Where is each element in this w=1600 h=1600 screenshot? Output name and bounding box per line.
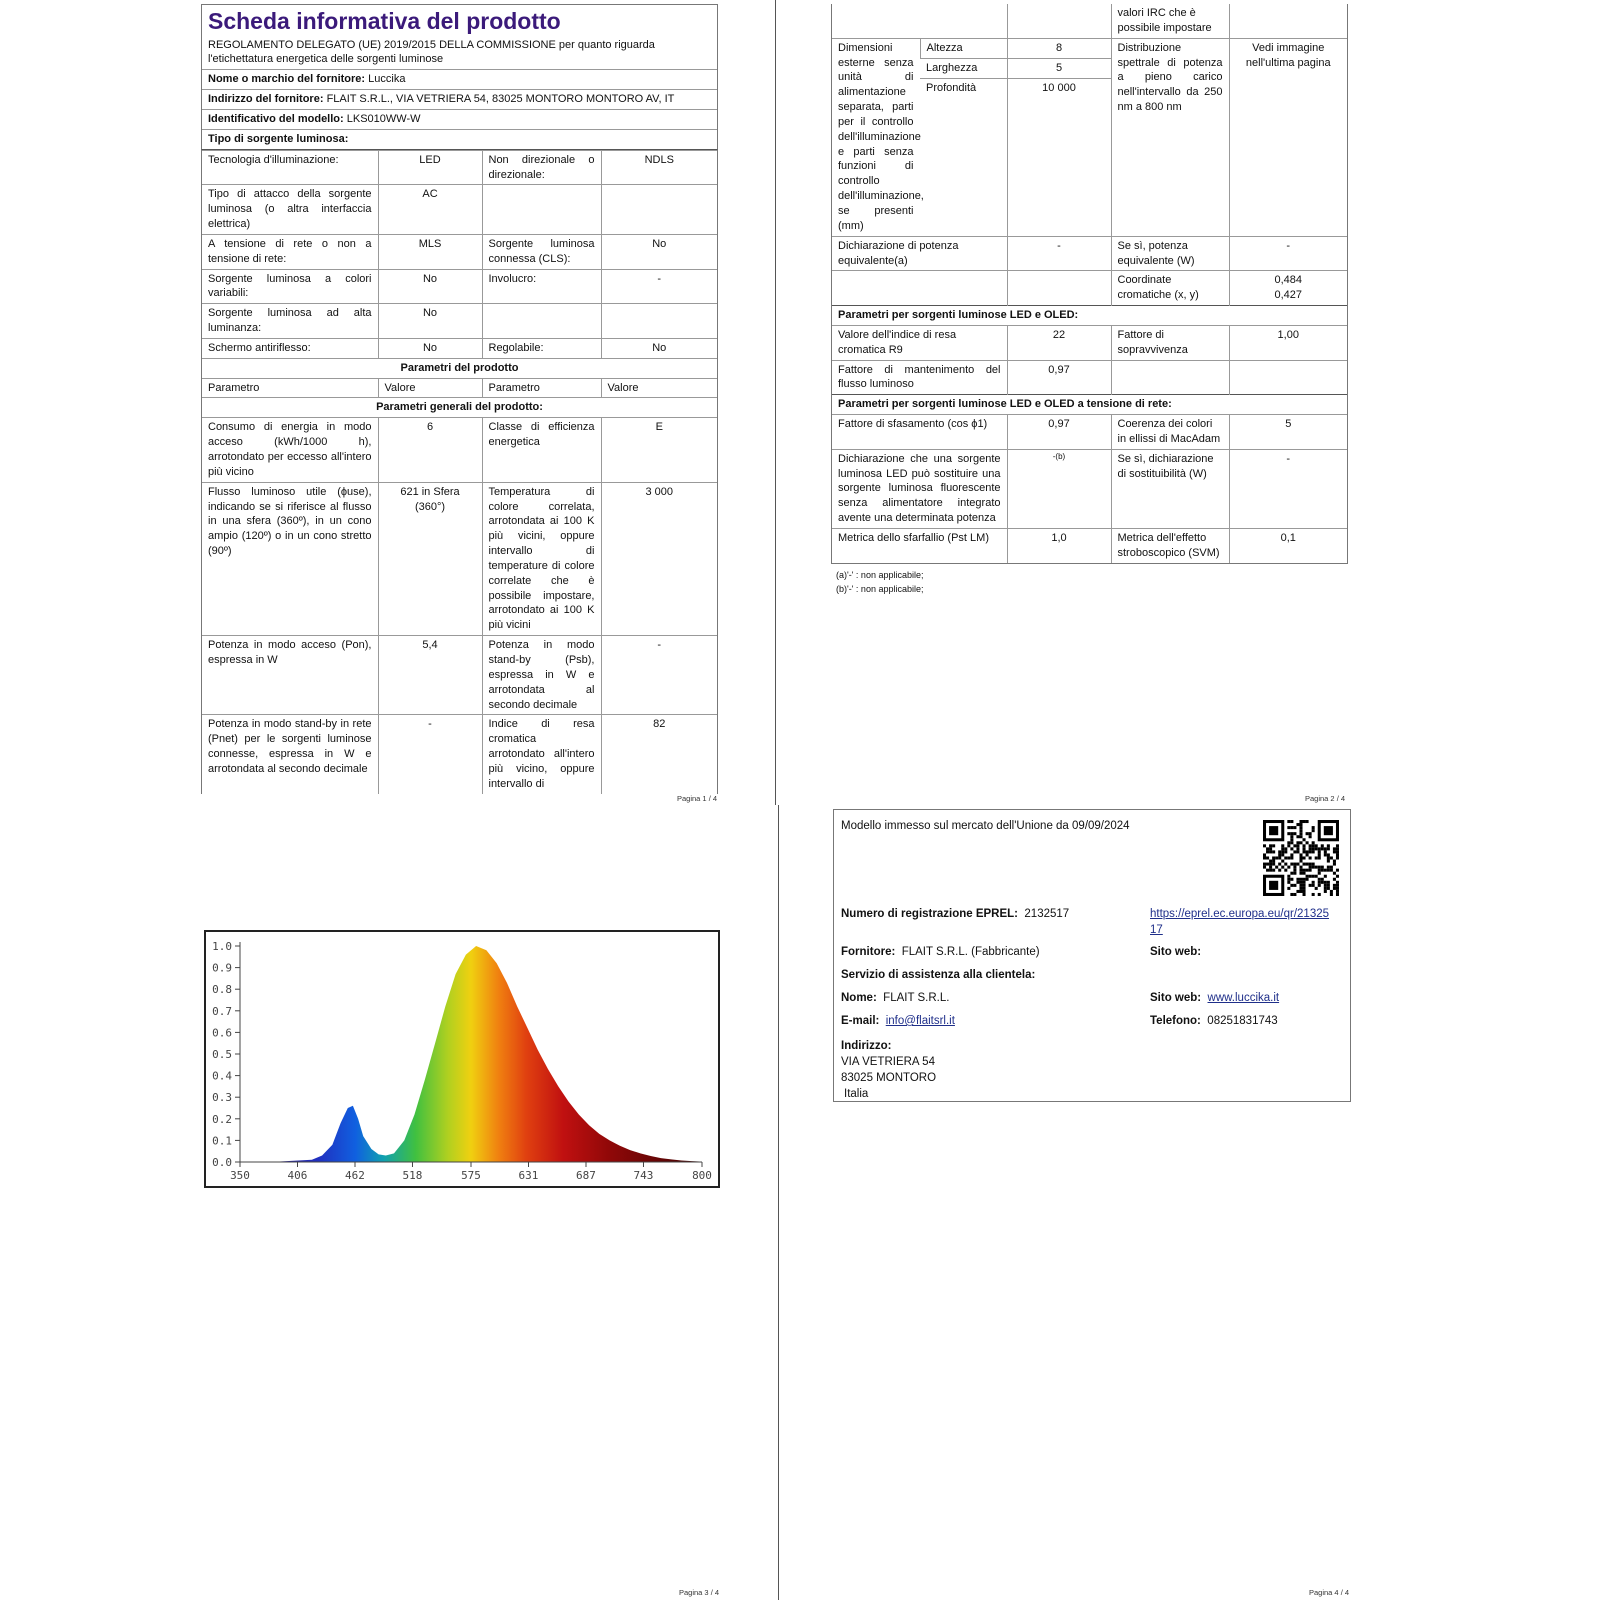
param-label: Sorgente luminosa ad alta luminanza: bbox=[202, 304, 378, 339]
site-label: Sito web: bbox=[1150, 946, 1202, 958]
y-tick-label: 0.1 bbox=[212, 1134, 232, 1148]
chroma-values: 0,484 0,427 bbox=[1229, 271, 1347, 306]
equiv-w-label: Se sì, potenza equivalente (W) bbox=[1111, 236, 1229, 271]
mains-params-heading: Parametri per sorgenti luminose LED e OLED a tensione di rete: bbox=[832, 395, 1347, 415]
strobo-label: Metrica dell'effetto stroboscopico (SVM) bbox=[1111, 529, 1229, 563]
param-label: Tecnologia d'illuminazione: bbox=[202, 150, 378, 185]
market-date: Modello immesso sul mercato dell'Unione da 09/09/2024 bbox=[841, 820, 1130, 832]
equiv-value: - bbox=[1007, 236, 1111, 271]
table-row bbox=[202, 304, 717, 339]
param-value: No bbox=[378, 338, 482, 358]
param-label: A tensione di rete o non a tensione di rete: bbox=[202, 234, 378, 269]
flicker-label: Metrica dello sfarfallio (Pst LM) bbox=[832, 529, 1007, 563]
table-row bbox=[202, 418, 717, 482]
param-label: Potenza in modo stand-by (Psb), espressa in W e arrotondata al secondo decimale bbox=[482, 636, 601, 715]
y-tick-label: 0.5 bbox=[212, 1048, 232, 1061]
page-1 bbox=[201, 4, 718, 803]
supplier-name: Luccika bbox=[368, 73, 406, 86]
page-2 bbox=[831, 4, 1348, 803]
param-label: Sorgente luminosa a colori variabili: bbox=[202, 269, 378, 304]
spec-table-1 bbox=[202, 150, 717, 794]
service-heading: Servizio di assistenza alla clientela: bbox=[841, 969, 1036, 981]
table-row bbox=[202, 234, 717, 269]
param-label: Flusso luminoso utile (ϕuse), indicando se si riferisce al flusso in una sfera (360º), in un cono ampio (120º) o in un cono stretto (90º) bbox=[202, 482, 378, 635]
param-label: Consumo di energia in modo acceso (kWh/1000 h), arrotondato per eccesso all'intero più vicino bbox=[202, 418, 378, 482]
y-tick-label: 0.4 bbox=[212, 1069, 232, 1083]
page-number: Pagina 2 / 4 bbox=[1305, 794, 1346, 803]
col-header: Valore bbox=[601, 378, 717, 398]
page-number: Pagina 1 / 4 bbox=[677, 794, 718, 803]
param-value: MLS bbox=[378, 234, 482, 269]
param-label: Schermo antiriflesso: bbox=[202, 338, 378, 358]
info-box: Modello immesso sul mercato dell'Unione da 09/09/2024 Numero di registrazione EPREL: 2132517 https://eprel.ec.europa.eu/qr/2132517 Fornitore: FLAIT S.R.L. (Fabbricante) Sito web: Servizio di assistenza alla clientela: Nome: FLAIT S.R.L. Sito web: www.luccika.it E-mail: info@flaitsrl.it Telefono: 08251831743 Indirizzo: VIA VETRIERA 54 83025 MONTORO Italia bbox=[833, 809, 1351, 1102]
product-params-heading: Parametri del prodotto bbox=[202, 358, 717, 378]
param-label: Tipo di attacco della sorgente luminosa (o altra interfaccia elettrica) bbox=[202, 185, 378, 235]
y-tick-label: 0.7 bbox=[212, 1004, 232, 1018]
replace-w-label: Se sì, dichiarazione di sostituibilità (W) bbox=[1111, 449, 1229, 528]
y-tick-label: 0.6 bbox=[212, 1026, 232, 1040]
survival-value: 1,00 bbox=[1229, 325, 1347, 360]
strobo-value: 0,1 bbox=[1229, 529, 1347, 563]
supplier-address-row: Indirizzo del fornitore: FLAIT S.R.L., VIA VETRIERA 54, 83025 MONTORO MONTORO AV, IT bbox=[202, 90, 717, 110]
y-tick-label: 1.0 bbox=[212, 940, 232, 953]
supplier-address: FLAIT S.R.L., VIA VETRIERA 54, 83025 MONTORO MONTORO AV, IT bbox=[326, 93, 675, 106]
param-label: Classe di efficienza energetica bbox=[482, 418, 601, 482]
x-tick-label: 350 bbox=[230, 1169, 250, 1182]
param-value: No bbox=[378, 269, 482, 304]
table-row bbox=[202, 715, 717, 794]
param-value: AC bbox=[378, 185, 482, 235]
flicker-value: 1,0 bbox=[1007, 529, 1111, 563]
dim-label: Profondità bbox=[920, 78, 1007, 236]
x-tick-label: 631 bbox=[518, 1169, 539, 1182]
model-row: Identificativo del modello: LKS010WW-W bbox=[202, 110, 717, 130]
col-header: Valore bbox=[378, 378, 482, 398]
param-value: - bbox=[601, 636, 717, 715]
eprel-link[interactable]: https://eprel.ec.europa.eu/qr/2132517 bbox=[1150, 908, 1330, 936]
page-number: Pagina 3 / 4 bbox=[679, 1588, 720, 1597]
page-number: Pagina 4 / 4 bbox=[1309, 1588, 1350, 1597]
y-tick-label: 0.8 bbox=[212, 983, 232, 997]
macadam-value: 5 bbox=[1229, 415, 1347, 450]
x-tick-label: 518 bbox=[402, 1169, 423, 1182]
x-tick-label: 462 bbox=[345, 1169, 365, 1182]
service-name: FLAIT S.R.L. bbox=[883, 992, 950, 1004]
x-tick-label: 800 bbox=[692, 1169, 712, 1182]
spectrum-chart bbox=[204, 930, 720, 1188]
table-row bbox=[202, 338, 717, 358]
table-row bbox=[202, 636, 717, 715]
y-tick-label: 0.9 bbox=[212, 961, 232, 975]
supplier-name-row: Nome o marchio del fornitore: Luccika bbox=[202, 70, 717, 90]
table-row bbox=[202, 269, 717, 304]
macadam-label: Coerenza dei colori in ellissi di MacAdam bbox=[1111, 415, 1229, 450]
chroma-label: Coordinate cromatiche (x, y) bbox=[1111, 271, 1229, 306]
page-divider-top bbox=[775, 0, 776, 805]
spd-label: Distribuzione spettrale di potenza a pieno carico nell'intervallo da 250 nm a 800 nm bbox=[1111, 38, 1229, 236]
address: Indirizzo: VIA VETRIERA 54 83025 MONTORO Italia bbox=[841, 1040, 937, 1101]
phase-label: Fattore di sfasamento (cos ϕ1) bbox=[832, 415, 1007, 450]
maintenance-label: Fattore di mantenimento del flusso luminoso bbox=[832, 360, 1007, 395]
x-tick-label: 406 bbox=[287, 1169, 308, 1182]
r9-value: 22 bbox=[1007, 325, 1111, 360]
qr-code-icon bbox=[1263, 820, 1339, 896]
dim-label: Altezza bbox=[920, 38, 1007, 58]
param-label: Indice di resa cromatica arrotondato all'intero più vicino, oppure intervallo di bbox=[482, 715, 601, 794]
maintenance-value: 0,97 bbox=[1007, 360, 1111, 395]
footnote-a: (a)'-' : non applicabile; bbox=[836, 569, 924, 580]
table-row bbox=[202, 185, 717, 235]
param-label: Non direzionale o direzionale: bbox=[482, 150, 601, 185]
replace-label: Dichiarazione che una sorgente luminosa LED può sostituire una sorgente luminosa fluorescente senza alimentatore integrato avente una determinata potenza bbox=[832, 449, 1007, 528]
param-value: 6 bbox=[378, 418, 482, 482]
param-value: NDLS bbox=[601, 150, 717, 185]
param-label: Involucro: bbox=[482, 269, 601, 304]
survival-label: Fattore di sopravvivenza bbox=[1111, 325, 1229, 360]
param-label: Potenza in modo acceso (Pon), espressa in W bbox=[202, 636, 378, 715]
supplier: FLAIT S.R.L. (Fabbricante) bbox=[901, 946, 1040, 958]
spd-value: Vedi immagine nell'ultima pagina bbox=[1229, 38, 1347, 236]
dimensions-label: Dimensioni esterne senza unità di alimentazione separata, parti per il controllo dell'illuminazione e parti senza funzioni di controllo dell'illuminazione, se presenti (mm) bbox=[832, 38, 920, 236]
x-tick-label: 743 bbox=[633, 1169, 654, 1182]
eprel-number: 2132517 bbox=[1024, 908, 1070, 920]
param-label: Potenza in modo stand-by in rete (Pnet) per le sorgenti luminose connesse, espressa in W e arrotondata al secondo decimale bbox=[202, 715, 378, 794]
param-value: 5,4 bbox=[378, 636, 482, 715]
email-link[interactable]: info@flaitsrl.it bbox=[885, 1015, 955, 1027]
spec-table-2 bbox=[832, 4, 1347, 563]
replace-w-value: - bbox=[1229, 449, 1347, 528]
param-value: 82 bbox=[601, 715, 717, 794]
param-value bbox=[601, 185, 717, 235]
param-value bbox=[601, 304, 717, 339]
param-value: E bbox=[601, 418, 717, 482]
model-id: LKS010WW-W bbox=[346, 112, 421, 125]
phone: 08251831743 bbox=[1207, 1015, 1278, 1027]
led-params-heading: Parametri per sorgenti luminose LED e OLED: bbox=[832, 306, 1347, 326]
table-row bbox=[202, 482, 717, 635]
y-tick-label: 0.3 bbox=[212, 1091, 232, 1105]
footnote-b: (b)'-' : non applicabile; bbox=[836, 584, 924, 595]
param-label bbox=[482, 185, 601, 235]
phase-value: 0,97 bbox=[1007, 415, 1111, 450]
param-value: - bbox=[378, 715, 482, 794]
spectrum-chart-svg bbox=[206, 932, 718, 1186]
param-value: 3 000 bbox=[601, 482, 717, 635]
y-tick-label: 0.2 bbox=[212, 1112, 232, 1126]
general-params-heading: Parametri generali del prodotto: bbox=[202, 398, 717, 418]
equiv-label: Dichiarazione di potenza equivalente(a) bbox=[832, 236, 1007, 271]
spectrum-area bbox=[240, 946, 702, 1162]
website-link[interactable]: www.luccika.it bbox=[1207, 992, 1280, 1004]
page-divider-bottom bbox=[778, 805, 779, 1600]
page-title: Scheda informativa del prodotto bbox=[208, 8, 561, 34]
col-header: Parametro bbox=[202, 378, 378, 398]
x-tick-label: 687 bbox=[576, 1169, 596, 1182]
equiv-w-value: - bbox=[1229, 236, 1347, 271]
param-value: LED bbox=[378, 150, 482, 185]
regulation-text: REGOLAMENTO DELEGATO (UE) 2019/2015 DELLA COMMISSIONE per quanto riguarda l'etichettatura energetica delle sorgenti luminose bbox=[202, 36, 717, 71]
dim-value: 10 000 bbox=[1007, 78, 1111, 236]
source-type-row: Tipo di sorgente luminosa: bbox=[208, 132, 349, 145]
dim-label: Larghezza bbox=[920, 58, 1007, 78]
param-value: No bbox=[378, 304, 482, 339]
y-tick-label: 0.0 bbox=[212, 1156, 232, 1169]
dim-value: 5 bbox=[1007, 58, 1111, 78]
r9-label: Valore dell'indice di resa cromatica R9 bbox=[832, 325, 1007, 360]
replace-value: -(b) bbox=[1007, 449, 1111, 528]
param-label: Sorgente luminosa connessa (CLS): bbox=[482, 234, 601, 269]
x-tick-label: 575 bbox=[461, 1169, 481, 1182]
cri-continued: valori IRC che è possibile impostare bbox=[1111, 4, 1229, 38]
param-value: No bbox=[601, 234, 717, 269]
param-label: Temperatura di colore correlata, arrotondata ai 100 K più vicini, oppure intervallo di temperature di colore correlate che è possibile impostare, arrotondato ai 100 K più vicini bbox=[482, 482, 601, 635]
param-label bbox=[482, 304, 601, 339]
dim-value: 8 bbox=[1007, 38, 1111, 58]
param-value: No bbox=[601, 338, 717, 358]
param-value: - bbox=[601, 269, 717, 304]
param-value: 621 in Sfera (360°) bbox=[378, 482, 482, 635]
table-row bbox=[202, 150, 717, 185]
param-label: Regolabile: bbox=[482, 338, 601, 358]
col-header: Parametro bbox=[482, 378, 601, 398]
